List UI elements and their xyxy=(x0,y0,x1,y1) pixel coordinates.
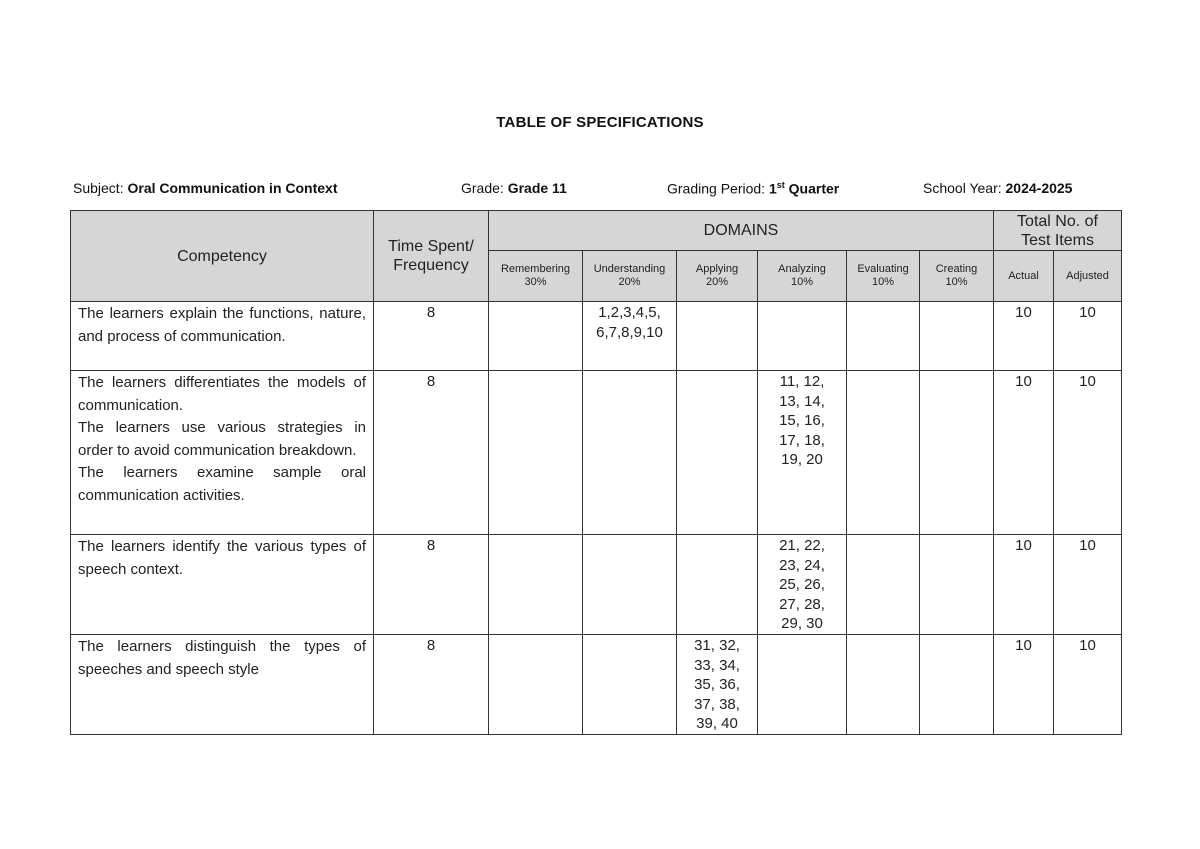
competency-text: The learners identify the various types of speech context. xyxy=(78,538,366,578)
grading-period-ordinal: st xyxy=(776,180,785,190)
header-competency: Competency xyxy=(71,211,374,302)
item-numbers: 1,2,3,4,5, 6,7,8,9,10 xyxy=(596,304,663,341)
competency-cell xyxy=(71,302,374,371)
domain-cell xyxy=(583,302,677,371)
header-domain-remembering xyxy=(489,251,583,302)
domain-name: Creating xyxy=(935,263,978,275)
domain-cell xyxy=(758,535,847,635)
grade-label: Grade: xyxy=(461,180,508,196)
grading-period-label: Grading Period: xyxy=(667,180,769,197)
header-domain-understanding xyxy=(583,251,677,302)
document-title: TABLE OF SPECIFICATIONS xyxy=(496,114,704,131)
header-time-spent xyxy=(374,211,489,302)
competency-text: The learners explain the functions, nature, and process of communication. xyxy=(78,305,366,345)
domain-percent: 30% xyxy=(524,276,547,288)
adjusted-count-cell: 10 xyxy=(1054,634,1122,734)
header-domain-analyzing xyxy=(758,251,847,302)
subject-label: Subject: xyxy=(73,180,128,196)
table-row xyxy=(71,634,1122,734)
actual-count-cell: 10 xyxy=(994,634,1054,734)
school-year-value: 2024-2025 xyxy=(1005,180,1073,196)
domain-cell xyxy=(677,535,758,635)
actual-count-cell: 10 xyxy=(994,535,1054,635)
competency-cell xyxy=(71,535,374,635)
subject-value: Oral Communication in Context xyxy=(127,180,338,196)
header-adjusted: Adjusted xyxy=(1054,251,1122,302)
header-domain-applying xyxy=(677,251,758,302)
domain-cell xyxy=(847,634,920,734)
header-domain-creating xyxy=(920,251,994,302)
time-spent-cell: 8 xyxy=(374,302,489,371)
adjusted-count-cell: 10 xyxy=(1054,535,1122,635)
time-spent-cell: 8 xyxy=(374,634,489,734)
grading-period-rest: Quarter xyxy=(784,180,840,197)
domain-cell xyxy=(583,634,677,734)
header-actual: Actual xyxy=(994,251,1054,302)
domain-percent: 10% xyxy=(790,276,814,288)
domain-cell xyxy=(847,371,920,535)
header-domain-evaluating xyxy=(847,251,920,302)
competency-cell xyxy=(71,634,374,734)
domain-cell xyxy=(920,371,994,535)
actual-count-cell: 10 xyxy=(994,302,1054,371)
header-total-items xyxy=(994,211,1122,251)
domain-cell xyxy=(847,302,920,371)
adjusted-count-cell: 10 xyxy=(1054,302,1122,371)
domain-cell xyxy=(847,535,920,635)
domain-percent: 20% xyxy=(705,276,729,288)
domain-name: Evaluating xyxy=(857,263,909,275)
domain-name: Understanding xyxy=(593,263,666,275)
table-row xyxy=(71,371,1122,535)
school-year-label: School Year: xyxy=(923,180,1006,196)
domain-cell xyxy=(758,302,847,371)
domain-cell xyxy=(677,634,758,734)
domain-name: Analyzing xyxy=(778,263,826,275)
domain-cell xyxy=(489,535,583,635)
competency-text: The learners distinguish the types of speeches and speech style xyxy=(78,637,366,678)
domain-percent: 20% xyxy=(618,276,641,288)
actual-count-cell: 10 xyxy=(994,371,1054,535)
grade-value: Grade 11 xyxy=(507,180,567,196)
item-numbers: 21, 22, 23, 24, 25, 26, 27, 28, 29, 30 xyxy=(779,537,825,633)
competency-text: The learners use various strategies in order to avoid communication breakdown. xyxy=(78,419,366,459)
grading-period-field xyxy=(667,180,839,197)
time-spent-cell: 8 xyxy=(374,371,489,535)
domain-percent: 10% xyxy=(945,276,968,288)
school-year-field xyxy=(923,180,1072,196)
domain-cell xyxy=(920,535,994,635)
competency-cell xyxy=(71,371,374,535)
domain-cell xyxy=(677,371,758,535)
grading-period-number: 1 xyxy=(768,180,777,197)
domain-cell xyxy=(920,302,994,371)
adjusted-count-cell: 10 xyxy=(1054,371,1122,535)
table-row xyxy=(71,302,1122,371)
domain-cell xyxy=(489,302,583,371)
header-domains: DOMAINS xyxy=(489,211,994,251)
specifications-table xyxy=(70,210,1122,735)
domain-percent: 10% xyxy=(871,276,895,288)
domain-cell xyxy=(920,634,994,734)
item-numbers: 11, 12, 13, 14, 15, 16, 17, 18, 19, 20 xyxy=(779,373,825,469)
competency-text: The learners examine sample oral communication activities. xyxy=(78,464,366,504)
domain-cell xyxy=(583,371,677,535)
domain-cell xyxy=(489,371,583,535)
domain-cell xyxy=(583,535,677,635)
time-spent-cell: 8 xyxy=(374,535,489,635)
domain-cell xyxy=(758,634,847,734)
table-row xyxy=(71,535,1122,635)
domain-name: Remembering xyxy=(500,263,571,275)
header-total-items-text: Total No. of Test Items xyxy=(1017,212,1098,249)
domain-cell xyxy=(677,302,758,371)
competency-text: The learners differentiates the models of communication. xyxy=(78,374,366,414)
header-time-spent-text: Time Spent/ Frequency xyxy=(388,238,474,274)
domain-name: Applying xyxy=(695,263,739,275)
grade-field xyxy=(461,180,567,196)
domain-cell xyxy=(489,634,583,734)
subject-field xyxy=(73,180,338,196)
item-numbers: 31, 32, 33, 34, 35, 36, 37, 38, 39, 40 xyxy=(694,636,740,733)
domain-cell xyxy=(758,371,847,535)
